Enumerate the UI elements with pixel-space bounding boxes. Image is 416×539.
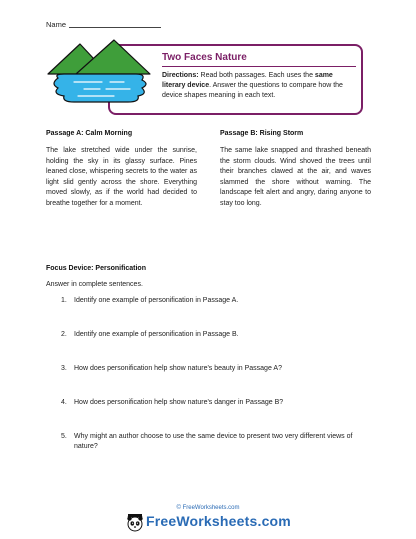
focus-device-label: Focus Device: Personification — [46, 265, 146, 272]
question-text: Identify one example of personification in Passage A. — [74, 297, 239, 304]
question-text: Identify one example of personification in Passage B. — [74, 331, 239, 338]
name-field — [46, 20, 161, 29]
title-rule — [162, 66, 356, 67]
name-line[interactable] — [69, 27, 161, 28]
mountain-lake-icon — [44, 38, 156, 108]
footer-brand-text: FreeWorksheets.com — [146, 513, 291, 529]
name-label: Name — [46, 20, 67, 29]
question-text: Why might an author choose to use the same device to present two very different views of nature? — [74, 433, 353, 451]
directions — [162, 71, 358, 102]
question-number: 5. — [61, 433, 67, 440]
passage-a-title: Passage A: Calm Morning — [46, 130, 133, 137]
question-item — [61, 398, 371, 408]
passage-b-text: The same lake snapped and thrashed beneath the storm clouds. Wind shoved the trees until their branches clawed at the air, and waves slammed the shore without warning. The landscape felt alert and angry, daring anyone to stay too long. — [220, 147, 371, 207]
footer-copyright-link[interactable]: © FreeWorksheets.com — [176, 505, 240, 511]
question-item — [61, 364, 371, 374]
question-item — [61, 296, 371, 306]
question-item — [61, 330, 371, 340]
question-number: 1. — [61, 297, 67, 304]
answer-instruction: Answer in complete sentences. — [46, 281, 143, 288]
question-number: 3. — [61, 365, 67, 372]
question-text: How does personification help show nature's danger in Passage B? — [74, 399, 284, 406]
panda-mascot-icon — [126, 513, 144, 533]
directions-text-a: Read both passages. Each uses the — [198, 72, 315, 79]
question-text: How does personification help show nature's beauty in Passage A? — [74, 365, 282, 372]
directions-emphasis: same literary device — [162, 72, 333, 90]
question-number: 4. — [61, 399, 67, 406]
passage-b-title: Passage B: Rising Storm — [220, 130, 304, 137]
directions-label: Directions: — [162, 72, 199, 79]
worksheet-title: Two Faces Nature — [162, 52, 247, 63]
question-item — [61, 432, 371, 453]
question-number: 2. — [61, 331, 67, 338]
passage-a-text: The lake stretched wide under the sunrise, holding the sky in its glassy surface. Pines leaned close, whispering secrets to the water as light slid gently across the shore. Everything moved slowly, as if the world had decided to breathe together for a moment. — [46, 147, 197, 207]
directions-text-b: . Answer the questions to compare how the device shapes meaning in each text. — [162, 82, 343, 100]
